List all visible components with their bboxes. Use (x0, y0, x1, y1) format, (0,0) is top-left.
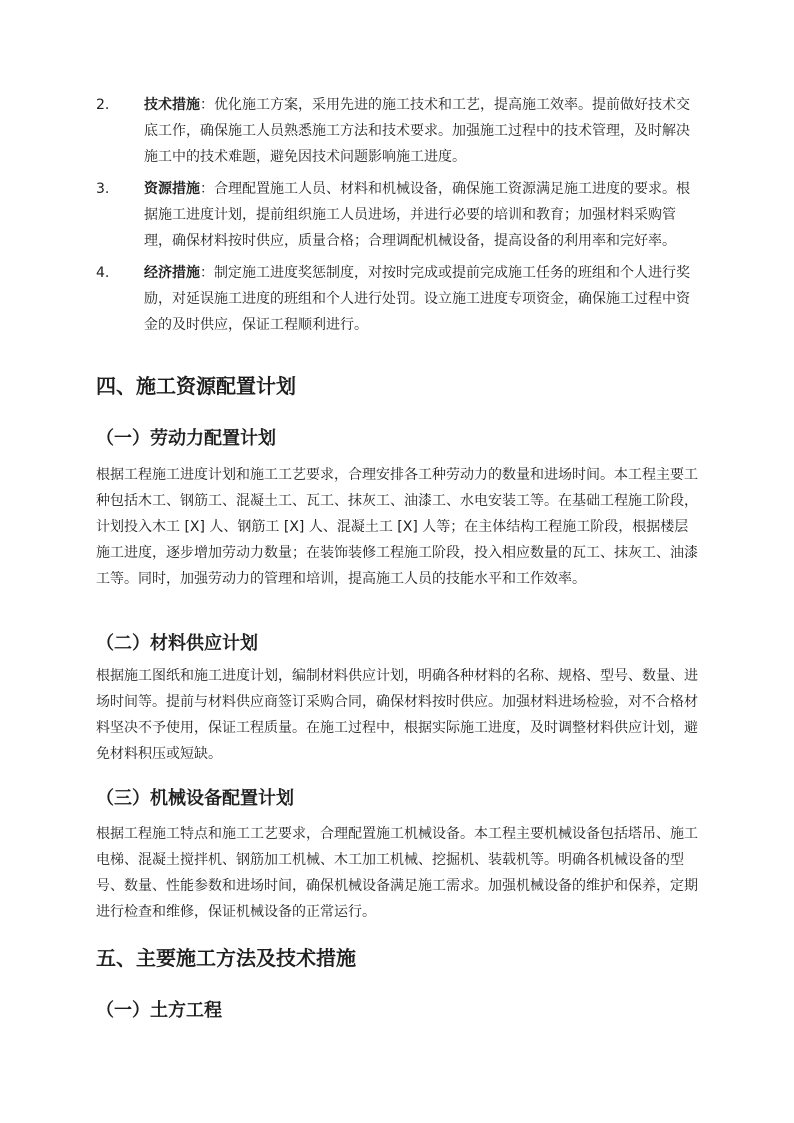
list-number: 2. (96, 97, 110, 113)
list-item (96, 92, 702, 170)
list-term: 经济措施 (144, 265, 200, 281)
section-heading: 五、主要施工方法及技术措施 (96, 946, 356, 970)
list-term: 技术措施 (144, 97, 200, 113)
paragraph: 根据工程施工特点和施工工艺要求，合理配置施工机械设备。本工程主要机械设备包括塔吊、施工电梯、混凝土搅拌机、钢筋加工机械、木工加工机械、挖掘机、装载机等。明确各机械设备的型号、数量、性能参数和进场时间，确保机械设备满足施工需求。加强机械设备的维护和保养，定期进行检查和维修，保证机械设备的正常运行。 (96, 826, 698, 920)
paragraph: 根据施工图纸和施工进度计划，编制材料供应计划，明确各种材料的名称、规格、型号、数量、进场时间等。提前与材料供应商签订采购合同，确保材料按时供应。加强材料进场检验，对不合格材料坚决不予使用，保证工程质量。在施工过程中，根据实际施工进度，及时调整材料供应计划，避免材料积压或短缺。 (96, 668, 698, 762)
list-text (144, 260, 702, 338)
list-text (144, 176, 702, 254)
subsection-heading: （二）材料供应计划 (96, 633, 258, 654)
list-text (144, 92, 702, 170)
list-body: ：优化施工方案，采用先进的施工技术和工艺，提高施工效率。提前做好技术交底工作，确保施工人员熟悉施工方法和技术要求。加强施工过程中的技术管理，及时解决施工中的技术难题，避免因技术问题影响施工进度。 (144, 97, 690, 165)
list-item (96, 176, 702, 254)
list-number: 3. (96, 181, 110, 197)
list-number: 4. (96, 265, 110, 281)
list-body: ：制定施工进度奖惩制度，对按时完成或提前完成施工任务的班组和个人进行奖励，对延误施工进度的班组和个人进行处罚。设立施工进度专项资金，确保施工过程中资金的及时供应，保证工程顺利进行。 (144, 265, 690, 333)
list-item (96, 260, 702, 338)
subsection-heading: （一）土方工程 (96, 1000, 222, 1021)
subsection-heading: （三）机械设备配置计划 (96, 788, 294, 809)
measures-list (96, 92, 702, 344)
paragraph: 根据工程施工进度计划和施工工艺要求，合理安排各工种劳动力的数量和进场时间。本工程主要工种包括木工、钢筋工、混凝土工、瓦工、抹灰工、油漆工、水电安装工等。在基础工程施工阶段，计划投入木工 [X] 人、钢筋工 [X] 人、混凝土工 [X] 人等；在主体结构工程施工阶段，根据楼层施工进度，逐步增加劳动力数量；在装饰装修工程施工阶段，投入相应数量的瓦工、抹灰工、油漆工等。同时，加强劳动力的管理和培训，提高施工人员的技能水平和工作效率。 (96, 467, 698, 587)
section-heading: 四、施工资源配置计划 (96, 374, 296, 398)
subsection-heading: （一）劳动力配置计划 (96, 428, 276, 449)
list-term: 资源措施 (144, 181, 200, 197)
list-body: ：合理配置施工人员、材料和机械设备，确保施工资源满足施工进度的要求。根据施工进度计划，提前组织施工人员进场，并进行必要的培训和教育；加强材料采购管理，确保材料按时供应，质量合格；合理调配机械设备，提高设备的利用率和完好率。 (144, 181, 690, 249)
